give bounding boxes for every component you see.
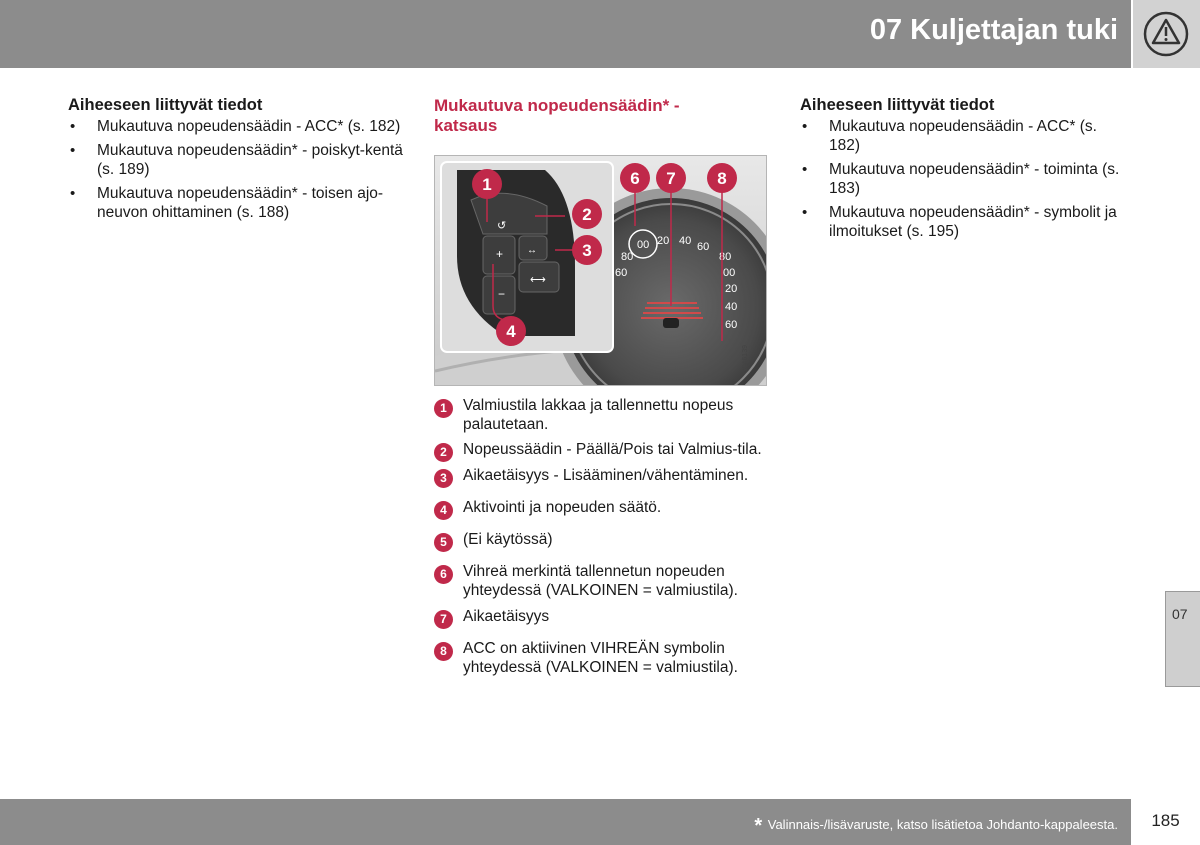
warning-triangle-icon (1142, 10, 1190, 58)
chapter-title: 07 Kuljettajan tuki (869, 14, 1118, 46)
speedometer-label: 40 (725, 301, 738, 313)
svg-text:↺: ↺ (497, 220, 507, 232)
svg-text:⟷: ⟷ (530, 274, 546, 286)
section-heading: Mukautuva nopeudensäädin* - katsaus (434, 96, 680, 135)
related-link[interactable]: • Mukautuva nopeudensäädin* - poiskyt-kentä (s. 189) (68, 141, 403, 179)
number-badge: 2 (434, 443, 453, 462)
legend-text: ACC on aktiivinen VIHREÄN symbolin yhteydessä (VALKOINEN = valmiustila). (463, 640, 738, 676)
speedometer-label: 60 (697, 241, 710, 253)
number-badge: 7 (434, 610, 453, 629)
related-link[interactable]: • Mukautuva nopeudensäädin - ACC* (s. 182) (800, 117, 1130, 155)
legend-text: Vihreä merkintä tallennetun nopeuden yhteydessä (VALKOINEN = valmiustila). (463, 563, 738, 599)
legend-text: Valmiustila lakkaa ja tallennettu nopeus palautetaan. (463, 397, 734, 433)
related-link[interactable]: • Mukautuva nopeudensäädin* - toiminta (s. 183) (800, 160, 1130, 198)
legend-item (434, 607, 774, 626)
speedometer-label: 80 (719, 251, 732, 263)
legend-item (434, 396, 774, 434)
related-info-heading: Aiheeseen liittyvät tiedot (68, 96, 263, 114)
figure-marker-label: 7 (666, 169, 676, 188)
figure-code: G046139 (742, 345, 749, 374)
figure-marker-label: 1 (482, 175, 492, 194)
svg-text:↔: ↔ (527, 245, 537, 256)
speedometer-label: 20 (657, 235, 670, 247)
acc-illustration (435, 156, 767, 386)
chapter-side-tab[interactable] (1165, 591, 1200, 687)
legend-item (434, 562, 774, 600)
number-badge: 4 (434, 501, 453, 520)
footnote (754, 815, 1118, 838)
number-badge: 3 (434, 469, 453, 488)
speedometer-label: 00 (637, 239, 650, 251)
svg-text:−: − (498, 287, 506, 301)
speedometer-label: 20 (725, 283, 738, 295)
legend-item (434, 440, 774, 459)
middle-column (434, 96, 774, 136)
related-link[interactable]: • Mukautuva nopeudensäädin* - symbolit ja ilmoitukset (s. 195) (800, 203, 1130, 241)
right-column (800, 96, 1130, 246)
number-badge: 8 (434, 642, 453, 661)
figure-marker-label: 6 (630, 169, 640, 188)
speedometer-label: 60 (725, 319, 738, 331)
number-badge: 5 (434, 533, 453, 552)
legend-text: (Ei käytössä) (463, 531, 553, 548)
acc-overview-figure (434, 155, 767, 386)
legend-item (434, 639, 774, 677)
legend-item (434, 498, 774, 517)
related-list (800, 117, 1130, 241)
legend-item (434, 466, 774, 485)
related-link[interactable]: • Mukautuva nopeudensäädin - ACC* (s. 182) (68, 117, 403, 136)
chapter-tab-label: 07 (1172, 606, 1188, 622)
footnote-text: Valinnais-/lisävaruste, katso lisätietoa Johdanto-kappaleesta. (767, 817, 1118, 832)
figure-marker-label: 4 (506, 322, 516, 341)
speedometer-label: 60 (615, 267, 628, 279)
chapter-icon-box (1133, 0, 1200, 68)
legend-text: Aikaetäisyys (463, 608, 550, 625)
numbered-legend (434, 396, 774, 677)
related-list (68, 117, 403, 222)
legend-text: Aktivointi ja nopeuden säätö. (463, 499, 662, 516)
speedometer-label: 40 (679, 235, 692, 247)
figure-marker-label: 2 (582, 205, 592, 224)
svg-text:+: + (496, 247, 504, 261)
related-link[interactable]: • Mukautuva nopeudensäädin* - toisen ajo-neuvon ohittaminen (s. 188) (68, 184, 403, 222)
speedometer-label: 80 (621, 251, 634, 263)
footnote-star: * (754, 815, 763, 837)
page-number: 185 (1131, 799, 1200, 845)
legend-item (434, 530, 774, 549)
related-info-heading: Aiheeseen liittyvät tiedot (800, 96, 995, 114)
figure-marker-label: 3 (582, 241, 592, 260)
left-column (68, 96, 403, 227)
figure-marker-label: 8 (717, 169, 727, 188)
legend-text: Aikaetäisyys - Lisääminen/vähentäminen. (463, 467, 749, 484)
speedometer-label: 00 (723, 267, 736, 279)
number-badge: 6 (434, 565, 453, 584)
legend-text: Nopeussäädin - Päällä/Pois tai Valmius-tila. (463, 441, 762, 458)
number-badge: 1 (434, 399, 453, 418)
